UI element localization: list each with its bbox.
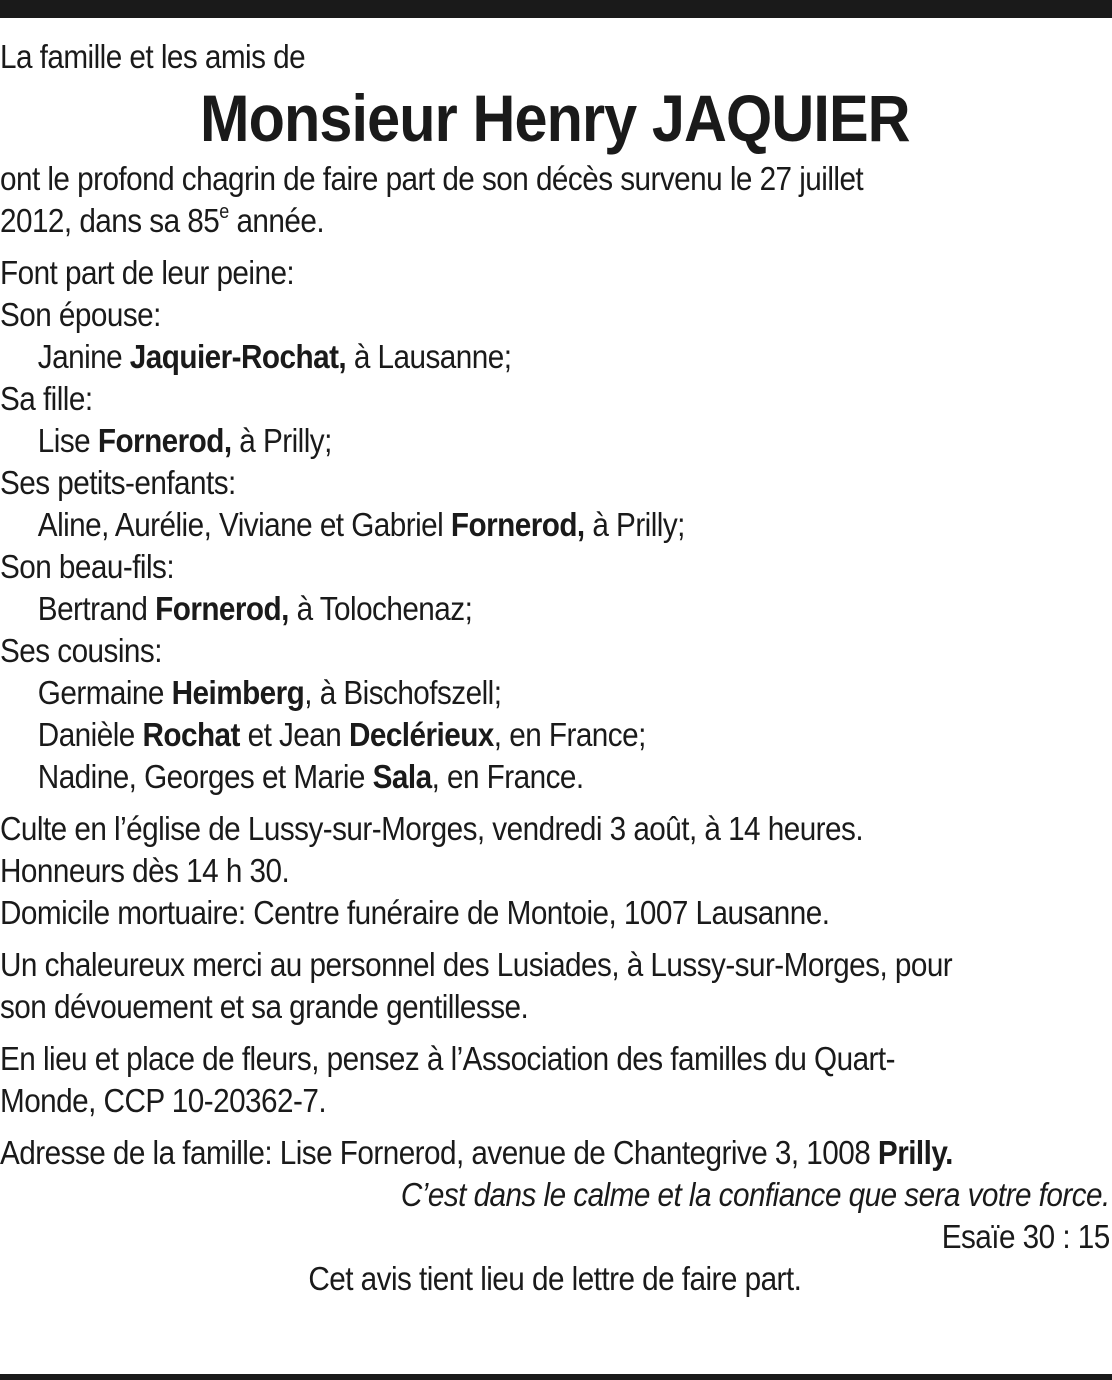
member-surname: Sala bbox=[372, 758, 432, 795]
member-surname: Fornerod, bbox=[155, 590, 289, 627]
member-given-name: Janine bbox=[37, 338, 130, 375]
verse-reference: Esaïe 30 : 15 bbox=[941, 1218, 1110, 1255]
deceased-name: Monsieur Henry JAQUIER bbox=[200, 81, 910, 155]
thanks-line-1: Un chaleureux merci au personnel des Lusiades, à Lussy-sur-Morges, pour bbox=[0, 946, 953, 983]
service-line-3: Domicile mortuaire: Centre funéraire de Montoie, 1007 Lausanne. bbox=[0, 894, 830, 931]
member-given-name: Bertrand bbox=[37, 590, 156, 627]
family-address bbox=[0, 1132, 1110, 1174]
address-text: Adresse de la famille: Lise Fornerod, avenue de Chantegrive 3, 1008 bbox=[0, 1134, 878, 1171]
address-city: Prilly. bbox=[877, 1134, 953, 1171]
member-surname: Heimberg bbox=[171, 674, 305, 711]
announcement-line-1: ont le profond chagrin de faire part de son décès survenu le 27 juillet bbox=[0, 160, 864, 197]
mourners-heading: Font part de leur peine: bbox=[0, 254, 295, 291]
family-member bbox=[0, 504, 1110, 546]
cousin-line-2 bbox=[0, 714, 1110, 756]
member-place: à Lausanne; bbox=[346, 338, 512, 375]
cousin-line-3 bbox=[0, 756, 1110, 798]
member-given-name: Aline, Aurélie, Viviane et Gabriel bbox=[37, 506, 451, 543]
family-member bbox=[0, 336, 1110, 378]
member-given-name: Lise bbox=[37, 422, 98, 459]
member-given-name: Danièle bbox=[37, 716, 143, 753]
announcement-line-2-b: année. bbox=[228, 202, 325, 239]
service-line-2: Honneurs dès 14 h 30. bbox=[0, 852, 290, 889]
donation-line-1: En lieu et place de fleurs, pensez à l’Association des familles du Quart- bbox=[0, 1040, 895, 1077]
member-conjunction: et Jean bbox=[239, 716, 349, 753]
relation-spouse: Son épouse: bbox=[0, 296, 161, 333]
relation-grandchildren: Ses petits-enfants: bbox=[0, 464, 236, 501]
member-place: , en France. bbox=[431, 758, 584, 795]
closing-line: Cet avis tient lieu de lettre de faire part. bbox=[308, 1260, 802, 1297]
family-member bbox=[0, 420, 1110, 462]
member-surname: Fornerod, bbox=[450, 506, 585, 543]
member-surname: Jaquier-Rochat, bbox=[129, 338, 347, 375]
family-member bbox=[0, 588, 1110, 630]
bible-verse: C’est dans le calme et la confiance que sera votre force. bbox=[400, 1176, 1110, 1213]
top-rule bbox=[0, 0, 1112, 18]
member-place: à Prilly; bbox=[584, 506, 685, 543]
bottom-rule bbox=[0, 1374, 1112, 1380]
member-surname: Rochat bbox=[142, 716, 240, 753]
obituary-notice bbox=[0, 36, 1110, 1300]
ordinal-suffix: e bbox=[219, 201, 229, 223]
announcement-line-2-a: 2012, dans sa 85 bbox=[0, 202, 220, 239]
member-place: à Tolochenaz; bbox=[288, 590, 473, 627]
member-surname: Declérieux bbox=[348, 716, 494, 753]
member-place: à Prilly; bbox=[231, 422, 332, 459]
member-place: , à Bischofszell; bbox=[304, 674, 502, 711]
relation-daughter: Sa fille: bbox=[0, 380, 93, 417]
member-given-name: Nadine, Georges et Marie bbox=[37, 758, 373, 795]
thanks-line-2: son dévouement et sa grande gentillesse. bbox=[0, 988, 529, 1025]
donation-line-2: Monde, CCP 10-20362-7. bbox=[0, 1082, 327, 1119]
member-surname: Fornerod, bbox=[97, 422, 232, 459]
intro-line: La famille et les amis de bbox=[0, 38, 306, 75]
cousin-line-1 bbox=[0, 672, 1110, 714]
relation-cousins: Ses cousins: bbox=[0, 632, 162, 669]
member-place: , en France; bbox=[493, 716, 646, 753]
relation-son-in-law: Son beau-fils: bbox=[0, 548, 175, 585]
member-given-name: Germaine bbox=[37, 674, 172, 711]
service-line-1: Culte en l’église de Lussy-sur-Morges, vendredi 3 août, à 14 heures. bbox=[0, 810, 864, 847]
announcement-line-2 bbox=[0, 200, 1110, 242]
